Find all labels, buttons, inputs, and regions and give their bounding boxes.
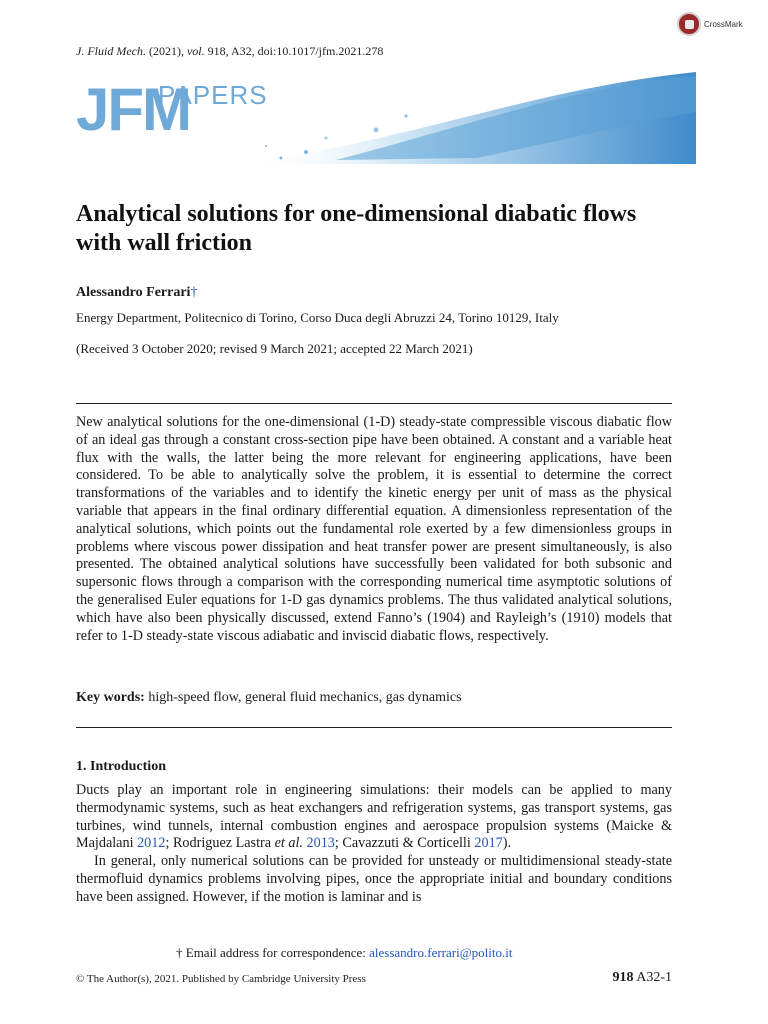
intro-etal: et al. — [274, 835, 303, 852]
correspondence-email-link[interactable]: alessandro.ferrari@polito.it — [369, 945, 513, 960]
author-footnote-mark[interactable]: † — [190, 285, 198, 300]
intro-text: Ducts play an important role in engineering simulations: their models can be applied to many thermodynamic systems, such as heat exchangers and refrigeration systems, gas transport systems, gas turbines, wind tunnels, internal combustion engines and aerospace propulsion systems (Maicke & Majdalani — [76, 782, 672, 852]
journal-name: J. Fluid Mech. — [76, 44, 146, 58]
received-dates: (Received 3 October 2020; revised 9 March 2021; accepted 22 March 2021) — [76, 341, 473, 356]
abstract: New analytical solutions for the one-dimensional (1-D) steady-state compressible viscous diabatic flow of an ideal gas through a constant cross-section pipe have been obtained. A constant and a variable heat flux with the walls, the latter being the more relevant for engineering applications, have been considered. To be able to analytically solve the problem, it is essential to determine the correct transformations of the variables and to identify the kinetic energy per unit of mass as the physical variable that appears in the final ordinary differential equation. A dimensionless representation of the analytical solutions, which points out the fundamental role exerted by a few dimensionless groups in problems where viscous power dissipation and heat transfer power are present simultaneously, is also presented. The obtained analytical solutions have successfully been validated for both subsonic and supersonic flows through a comparison with the corresponding numerical time asymptotic solutions of the generalised Euler equations for 1-D gas dynamics problems. The thus validated analytical solutions, which have also been physically discussed, extend Fanno’s (1904) and Rayleigh’s (1910) models that refer to 1-D steady-state viscous adiabatic and inviscid diabatic flows, respectively. — [76, 414, 672, 644]
ref-lastra-2013[interactable]: 2013 — [302, 835, 335, 852]
page-number — [613, 970, 673, 986]
intro-text: ; Cavazzuti & Corticelli — [334, 835, 475, 852]
citation-vol-label: vol. — [186, 44, 205, 58]
citation-year: (2021), — [145, 44, 187, 58]
intro-body — [76, 782, 672, 907]
affiliation: Energy Department, Politecnico di Torino, Corso Duca degli Abruzzi 24, Torino 10129, Italy — [76, 310, 559, 325]
abstract-bottom-rule — [76, 727, 672, 728]
intro-paragraph-2: In general, only numerical solutions can be provided for unsteady or multidimensional steady-state thermofluid dynamics problems involving pipes, once the appropriate initial and boundary conditions have been assigned. However, if the motion is laminar and is — [76, 853, 672, 905]
page-volume: 918 — [612, 970, 634, 985]
journal-masthead — [76, 72, 696, 172]
page-id: A32-1 — [633, 970, 672, 985]
article-title: Analytical solutions for one-dimensional diabatic flows with wall friction — [76, 201, 637, 256]
jfm-logo: JFM — [76, 76, 190, 143]
citation-rest: 918, A32, doi:10.1017/jfm.2021.278 — [204, 44, 384, 58]
intro-text: ). — [502, 835, 512, 852]
footnote — [176, 945, 513, 961]
citation-line — [76, 44, 383, 59]
ref-maicke-2012[interactable]: 2012 — [137, 835, 166, 852]
crossmark-button[interactable] — [677, 12, 743, 36]
keywords — [76, 690, 462, 706]
author-name: Alessandro Ferrari — [76, 285, 191, 300]
section-label: PAPERS — [158, 80, 268, 110]
intro-paragraph-1 — [76, 782, 672, 853]
section-heading: 1. Introduction — [76, 759, 166, 774]
intro-text: ; Rodriguez Lastra — [165, 835, 275, 852]
crossmark-label: CrossMark — [704, 19, 743, 29]
footnote-text: † Email address for correspondence: — [176, 945, 370, 960]
crossmark-icon — [677, 12, 701, 36]
abstract-top-rule — [76, 403, 672, 404]
author-line — [76, 285, 197, 301]
ref-cavazzuti-2017[interactable]: 2017 — [474, 835, 503, 852]
copyright: © The Author(s), 2021. Published by Cambridge University Press — [76, 973, 366, 985]
keywords-label: Key words: — [76, 690, 145, 705]
download-note — [8, 66, 24, 1016]
keywords-text: high-speed flow, general fluid mechanics, gas dynamics — [144, 690, 462, 705]
doi-link[interactable] — [8, 1002, 24, 1016]
